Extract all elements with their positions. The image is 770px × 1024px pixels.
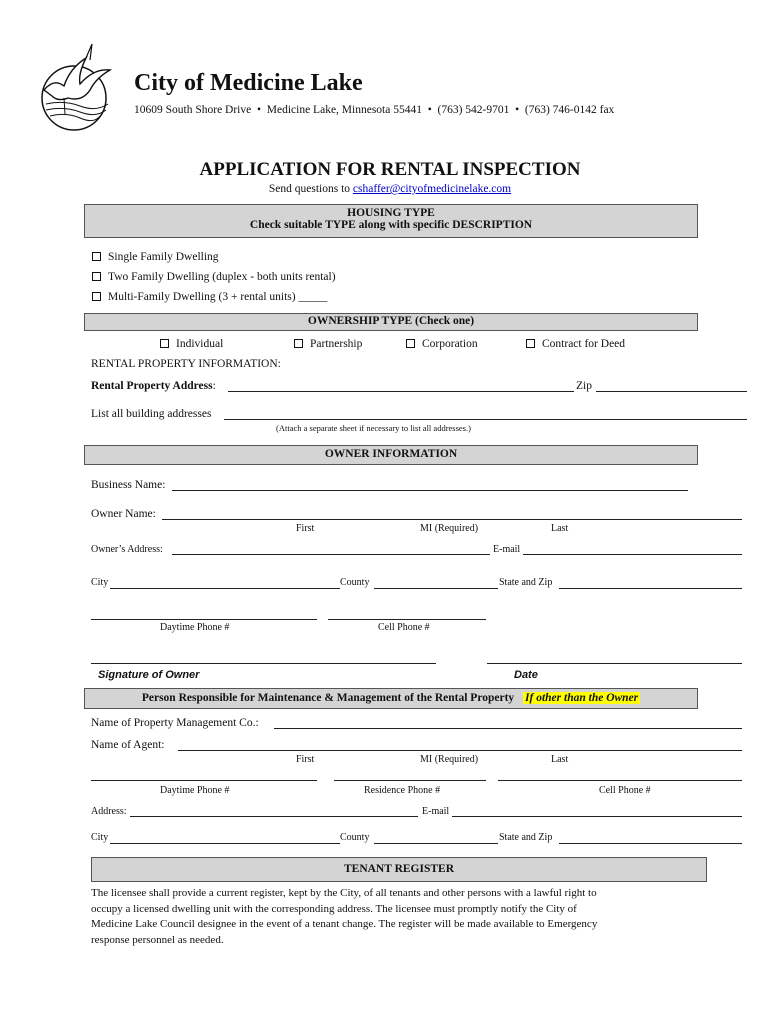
- owner-last-caption: Last: [551, 523, 569, 534]
- owner-date-label: Date: [514, 669, 538, 681]
- agent-last-caption: Last: [551, 754, 569, 765]
- checkbox-individual[interactable]: [160, 339, 169, 348]
- agent-email-field[interactable]: [452, 816, 742, 817]
- ownership-type-header: OWNERSHIP TYPE (Check one): [84, 313, 698, 331]
- housing-type-header: [84, 204, 698, 238]
- owner-county-label: County: [340, 577, 370, 588]
- agent-city-label: City: [91, 832, 109, 843]
- tenant-register-header: TENANT REGISTER: [91, 857, 707, 882]
- owner-cell-phone-field[interactable]: [328, 619, 486, 620]
- ownership-individual[interactable]: Individual: [160, 338, 223, 350]
- rental-property-heading: RENTAL PROPERTY INFORMATION:: [91, 358, 281, 370]
- rental-address-label: Rental Property Address:: [91, 380, 216, 392]
- ownership-contract-for-deed[interactable]: Contract for Deed: [526, 338, 625, 350]
- tenant-register-text: [91, 886, 597, 948]
- owner-email-label: E-mail: [493, 544, 521, 555]
- city-address-line: 10609 South Shore Drive • Medicine Lake, Minnesota 55441 • (763) 542-9701 • (763) 746-0142 fax: [134, 104, 615, 116]
- agent-residence-phone-field[interactable]: [334, 780, 486, 781]
- owner-name-field[interactable]: [162, 519, 742, 520]
- owner-county-field[interactable]: [374, 588, 498, 589]
- owner-mi-caption: MI (Required): [420, 523, 479, 534]
- tenant-text-line: occupy a licensed dwelling unit with the corresponding address. The licensee must promptly notify the City of: [91, 902, 577, 915]
- form-title: APPLICATION FOR RENTAL INSPECTION: [199, 159, 581, 180]
- agent-first-caption: First: [296, 754, 315, 765]
- agent-county-label: County: [340, 832, 370, 843]
- agent-daytime-phone-field[interactable]: [91, 780, 317, 781]
- signature-of-owner-label: Signature of Owner: [98, 669, 200, 681]
- maintenance-header: [84, 688, 698, 709]
- agent-email-label: E-mail: [422, 806, 450, 817]
- rental-address-field[interactable]: [228, 391, 574, 392]
- business-name-field[interactable]: [172, 490, 688, 491]
- ownership-corporation[interactable]: Corporation: [406, 338, 478, 350]
- agent-state-zip-field[interactable]: [559, 843, 742, 844]
- contact-email-link[interactable]: cshaffer@cityofmedicinelake.com: [352, 183, 512, 195]
- checkbox-single-family[interactable]: [92, 252, 101, 261]
- checkbox-two-family[interactable]: [92, 272, 101, 281]
- building-addresses-label: List all building addresses: [91, 408, 212, 420]
- owner-address-field[interactable]: [172, 554, 490, 555]
- housing-option-two[interactable]: Two Family Dwelling (duplex - both units rental): [92, 271, 336, 283]
- agent-city-field[interactable]: [110, 843, 340, 844]
- owner-daytime-phone-field[interactable]: [91, 619, 317, 620]
- agent-county-field[interactable]: [374, 843, 498, 844]
- owner-signature-field[interactable]: [91, 663, 436, 664]
- agent-address-label: Address:: [91, 806, 127, 817]
- checkbox-partnership[interactable]: [294, 339, 303, 348]
- questions-line: [0, 183, 770, 195]
- owner-city-field[interactable]: [110, 588, 340, 589]
- rental-zip-field[interactable]: [596, 391, 747, 392]
- agent-mi-caption: MI (Required): [420, 754, 479, 765]
- attach-note: (Attach a separate sheet if necessary to list all addresses.): [276, 423, 471, 433]
- owner-state-zip-label: State and Zip: [499, 577, 553, 588]
- management-company-label: Name of Property Management Co.:: [91, 717, 259, 729]
- rental-zip-label: Zip: [576, 380, 592, 392]
- tenant-text-line: Medicine Lake Council designee in the event of a tenant change. The register will be made available to Emergency: [91, 918, 598, 930]
- owner-address-label: Owner’s Address:: [91, 544, 163, 555]
- housing-option-single[interactable]: Single Family Dwelling: [92, 251, 219, 263]
- checkbox-contract-for-deed[interactable]: [526, 339, 535, 348]
- housing-type-subheading: Check suitable TYPE along with specific DESCRIPTION: [249, 219, 533, 231]
- owner-information-header: OWNER INFORMATION: [84, 445, 698, 465]
- questions-prefix: Send questions to: [268, 183, 353, 195]
- agent-state-zip-label: State and Zip: [499, 832, 553, 843]
- owner-state-zip-field[interactable]: [559, 588, 742, 589]
- owner-date-field[interactable]: [487, 663, 742, 664]
- owner-first-caption: First: [296, 523, 315, 534]
- agent-cell-phone-field[interactable]: [498, 780, 742, 781]
- tenant-text-line: The licensee shall provide a current register, kept by the City, of all tenants and other persons with a lawful right to: [91, 887, 597, 899]
- agent-name-field[interactable]: [178, 750, 742, 751]
- agent-daytime-phone-caption: Daytime Phone #: [160, 785, 230, 796]
- maintenance-heading: Person Responsible for Maintenance & Management of the Rental Property: [141, 692, 515, 704]
- agent-cell-phone-caption: Cell Phone #: [599, 785, 651, 796]
- checkbox-multi-family[interactable]: [92, 292, 101, 301]
- if-other-highlight: If other than the Owner: [525, 692, 639, 704]
- agent-residence-phone-caption: Residence Phone #: [364, 785, 441, 796]
- housing-type-heading: HOUSING TYPE: [347, 207, 435, 219]
- owner-city-label: City: [91, 577, 109, 588]
- ownership-partnership[interactable]: Partnership: [294, 338, 362, 350]
- city-logo: [34, 38, 120, 134]
- agent-name-label: Name of Agent:: [91, 739, 165, 751]
- building-addresses-field[interactable]: [224, 419, 747, 420]
- checkbox-corporation[interactable]: [406, 339, 415, 348]
- business-name-label: Business Name:: [91, 479, 166, 491]
- owner-cell-phone-caption: Cell Phone #: [378, 622, 430, 633]
- owner-email-field[interactable]: [523, 554, 742, 555]
- management-company-field[interactable]: [274, 728, 742, 729]
- owner-daytime-phone-caption: Daytime Phone #: [160, 622, 230, 633]
- city-name: City of Medicine Lake: [134, 70, 363, 96]
- housing-option-multi[interactable]: Multi-Family Dwelling (3 + rental units) _____: [92, 291, 327, 303]
- agent-address-field[interactable]: [130, 816, 418, 817]
- tenant-text-line: response personnel as needed.: [91, 933, 224, 946]
- owner-name-label: Owner Name:: [91, 508, 156, 520]
